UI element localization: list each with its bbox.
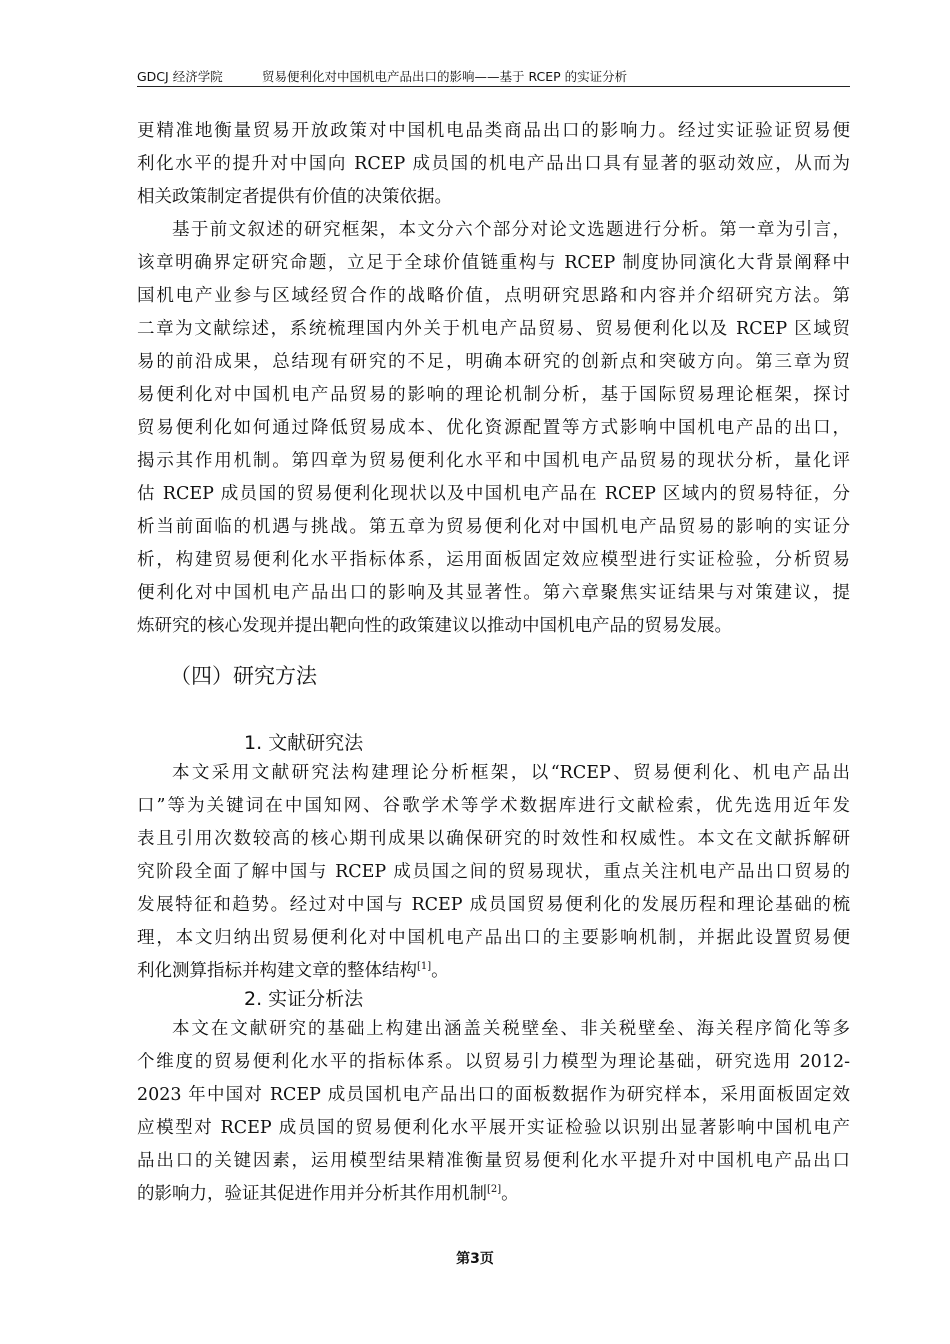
paragraph-1 bbox=[137, 115, 850, 214]
text-line: 2023 年中国对 RCEP 成员国机电产品出口的面板数据作为研究样本，采用面板固定效 bbox=[137, 1085, 850, 1105]
header-title: 贸易便利化对中国机电产品出口的影响——基于 RCEP 的实证分析 bbox=[262, 69, 628, 84]
text-line: 该章明确界定研究命题，立足于全球价值链重构与 RCEP 制度协同演化大背景阐释中 bbox=[137, 253, 850, 273]
text-line: 口”等为关键词在中国知网、谷歌学术等学术数据库进行文献检索，优先选用近年发 bbox=[137, 796, 850, 816]
text-line: 应模型对 RCEP 成员国的贸易便利化水平展开实证检验以识别出显著影响中国机电产 bbox=[137, 1118, 850, 1138]
section-heading: （四）研究方法 bbox=[170, 664, 317, 688]
paragraph-3 bbox=[137, 757, 850, 988]
text-line: 品出口的关键因素，运用模型结果精准衡量贸易便利化水平提升对中国机电产品出口 bbox=[137, 1151, 850, 1171]
text-line: 基于前文叙述的研究框架，本文分六个部分对论文选题进行分析。第一章为引言， bbox=[172, 220, 850, 240]
text-line: 究阶段全面了解中国与 RCEP 成员国之间的贸易现状，重点关注机电产品出口贸易的 bbox=[137, 862, 850, 882]
header-institution: GDCJ 经济学院 bbox=[137, 69, 223, 84]
text-line: 便利化对中国机电产品出口的影响及其显著性。第六章聚焦实证结果与对策建议，提 bbox=[137, 583, 850, 603]
text-line: 析当前面临的机遇与挑战。第五章为贸易便利化对中国机电产品贸易的影响的实证分 bbox=[137, 517, 850, 537]
text-line: 揭示其作用机制。第四章为贸易便利化水平和中国机电产品贸易的现状分析，量化评 bbox=[137, 451, 850, 471]
text-line: 二章为文献综述，系统梳理国内外关于机电产品贸易、贸易便利化以及 RCEP 区域贸 bbox=[137, 319, 850, 339]
text-line: 更精准地衡量贸易开放政策对中国机电品类商品出口的影响力。经过实证验证贸易便 bbox=[137, 121, 850, 141]
text-segment: 。 bbox=[501, 1184, 519, 1204]
text-line: 易的前沿成果，总结现有研究的不足，明确本研究的创新点和突破方向。第三章为贸 bbox=[137, 352, 850, 372]
running-header bbox=[137, 64, 850, 87]
text-segment: 。 bbox=[431, 961, 449, 981]
text-segment: 的影响力，验证其促进作用并分析其作用机制 bbox=[137, 1184, 487, 1204]
text-line: 个维度的贸易便利化水平的指标体系。以贸易引力模型为理论基础，研究选用 2012- bbox=[137, 1052, 850, 1072]
text-line: 利化水平的提升对中国向 RCEP 成员国的机电产品出口具有显著的驱动效应，从而为 bbox=[137, 154, 850, 174]
citation: [1] bbox=[417, 961, 432, 973]
text-line: 理，本文归纳出贸易便利化对中国机电产品出口的主要影响机制，并据此设置贸易便 bbox=[137, 928, 850, 948]
text-line: 本文采用文献研究法构建理论分析框架，以“RCEP、贸易便利化、机电产品出 bbox=[172, 763, 850, 783]
text-line: 本文在文献研究的基础上构建出涵盖关税壁垒、非关税壁垒、海关程序简化等多 bbox=[172, 1019, 850, 1039]
text-line: 易便利化对中国机电产品贸易的影响的理论机制分析，基于国际贸易理论框架，探讨 bbox=[137, 385, 850, 405]
text-segment: 利化测算指标并构建文章的整体结构 bbox=[137, 961, 417, 981]
subsection-heading-1: 1. 文献研究法 bbox=[244, 732, 364, 754]
paragraph-4 bbox=[137, 1013, 850, 1211]
paragraph-2 bbox=[137, 214, 850, 643]
text-line: 估 RCEP 成员国的贸易便利化现状以及中国机电产品在 RCEP 区域内的贸易特征，分 bbox=[137, 484, 850, 504]
page-number: 第3页 bbox=[456, 1251, 494, 1267]
text-line: 发展特征和趋势。经过对中国与 RCEP 成员国贸易便利化的发展历程和理论基础的梳 bbox=[137, 895, 850, 915]
citation: [2] bbox=[487, 1184, 502, 1196]
text-line bbox=[137, 1178, 850, 1211]
text-line: 贸易便利化如何通过降低贸易成本、优化资源配置等方式影响中国机电产品的出口， bbox=[137, 418, 850, 438]
text-line: 析，构建贸易便利化水平指标体系，运用面板固定效应模型进行实证检验，分析贸易 bbox=[137, 550, 850, 570]
text-line: 相关政策制定者提供有价值的决策依据。 bbox=[137, 187, 452, 207]
subsection-heading-2: 2. 实证分析法 bbox=[244, 988, 364, 1010]
text-line: 表且引用次数较高的核心期刊成果以确保研究的时效性和权威性。本文在文献拆解研 bbox=[137, 829, 850, 849]
text-line: 炼研究的核心发现并提出靶向性的政策建议以推动中国机电产品的贸易发展。 bbox=[137, 616, 732, 636]
text-line: 国机电产业参与区域经贸合作的战略价值，点明研究思路和内容并介绍研究方法。第 bbox=[137, 286, 850, 306]
